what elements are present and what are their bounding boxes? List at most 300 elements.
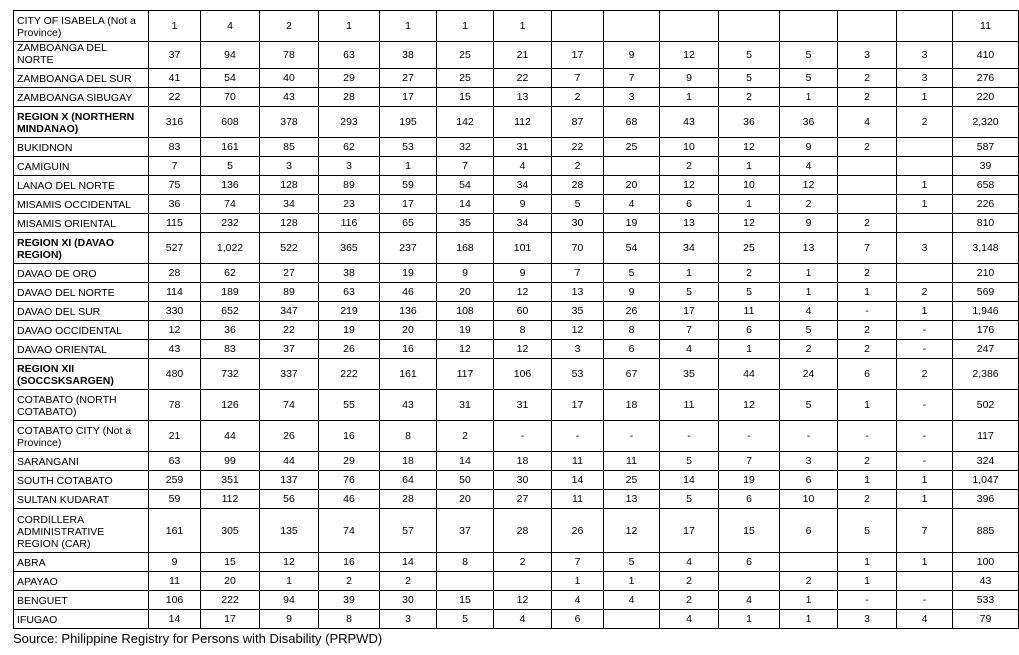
table-cell: 13 [604,490,660,509]
table-cell: 54 [437,176,494,195]
table-cell: 50 [437,471,494,490]
table-cell: 94 [201,42,260,69]
table-cell: 16 [319,421,380,452]
table-cell [897,214,953,233]
table-cell: 22 [552,138,604,157]
table-cell: 732 [201,359,260,390]
table-cell: - [897,591,953,610]
table-cell: 25 [437,69,494,88]
table-cell: 9 [494,195,552,214]
table-cell: 36 [149,195,201,214]
table-cell: 44 [719,359,780,390]
table-cell: 13 [780,233,838,264]
table-cell: 4 [780,157,838,176]
table-cell: 5 [660,452,719,471]
table-cell: 142 [437,107,494,138]
table-cell: 12 [149,321,201,340]
table-cell: 21 [149,421,201,452]
table-cell: 5 [201,157,260,176]
table-cell: 20 [380,321,437,340]
row-label: COTABATO CITY (Not a Province) [14,421,149,452]
table-cell [552,11,604,42]
table-cell: 17 [380,195,437,214]
row-label: IFUGAO [14,610,149,629]
total-cell: 11 [953,11,1019,42]
table-cell: 1 [897,176,953,195]
table-cell [719,572,780,591]
table-row [14,452,1019,471]
table-cell: - [897,421,953,452]
table-row [14,88,1019,107]
table-cell: 55 [319,390,380,421]
table-cell: 38 [380,42,437,69]
table-row [14,138,1019,157]
table-cell: 12 [660,176,719,195]
table-cell: 4 [604,591,660,610]
total-cell: 39 [953,157,1019,176]
table-cell: 43 [149,340,201,359]
total-cell: 210 [953,264,1019,283]
table-cell: 28 [149,264,201,283]
table-cell: - [897,390,953,421]
table-row [14,302,1019,321]
table-cell: 2 [319,572,380,591]
table-cell: 1,022 [201,233,260,264]
total-cell: 226 [953,195,1019,214]
table-cell: 13 [660,214,719,233]
table-cell: 3 [838,610,897,629]
table-cell [838,195,897,214]
row-label: CORDILLERA ADMINISTRATIVE REGION (CAR) [14,509,149,553]
table-cell: 13 [552,283,604,302]
table-cell: 31 [437,390,494,421]
table-cell: - [838,421,897,452]
table-cell: 3 [897,42,953,69]
table-cell: 46 [380,283,437,302]
table-cell: 1 [897,302,953,321]
table-cell: 7 [437,157,494,176]
total-cell: 2,386 [953,359,1019,390]
table-cell: 35 [660,359,719,390]
table-cell: - [897,321,953,340]
table-cell: 189 [201,283,260,302]
table-row [14,553,1019,572]
table-cell: 14 [437,452,494,471]
table-cell: 11 [552,490,604,509]
table-cell: 6 [780,509,838,553]
table-cell [897,157,953,176]
table-cell: 14 [552,471,604,490]
table-cell: 83 [201,340,260,359]
table-cell: 115 [149,214,201,233]
table-cell: 5 [780,390,838,421]
total-cell: 3,148 [953,233,1019,264]
table-cell: 6 [604,340,660,359]
table-cell: 1 [719,195,780,214]
table-cell: 1 [897,553,953,572]
table-cell: - [838,302,897,321]
table-cell [494,572,552,591]
total-cell: 396 [953,490,1019,509]
table-cell: - [838,591,897,610]
row-label: BUKIDNON [14,138,149,157]
table-cell: 2 [660,572,719,591]
table-cell: 9 [604,42,660,69]
table-cell: 12 [437,340,494,359]
table-cell: 161 [149,509,201,553]
table-cell: 35 [552,302,604,321]
total-cell: 658 [953,176,1019,195]
table-cell: 4 [660,610,719,629]
table-cell: 305 [201,509,260,553]
table-cell: 14 [380,553,437,572]
table-cell: 2 [838,452,897,471]
table-cell: 70 [552,233,604,264]
table-cell: 2 [780,340,838,359]
table-cell: 5 [780,69,838,88]
table-cell: 63 [319,283,380,302]
table-cell: 2 [897,283,953,302]
table-cell: 2 [838,340,897,359]
table-cell: 8 [319,610,380,629]
table-cell: 12 [780,176,838,195]
table-row [14,195,1019,214]
table-cell: 3 [838,42,897,69]
table-cell: 25 [719,233,780,264]
total-cell: 533 [953,591,1019,610]
table-cell: 57 [380,509,437,553]
table-cell: 347 [260,302,319,321]
row-label: DAVAO OCCIDENTAL [14,321,149,340]
region-row [14,359,1019,390]
table-cell: 19 [319,321,380,340]
table-cell: 2 [660,157,719,176]
table-cell [660,11,719,42]
table-cell [604,11,660,42]
table-cell: 63 [319,42,380,69]
table-cell: 11 [719,302,780,321]
table-cell: 7 [552,553,604,572]
table-cell: 12 [552,321,604,340]
table-cell: 1 [149,11,201,42]
table-cell: 3 [897,233,953,264]
row-label: SULTAN KUDARAT [14,490,149,509]
table-cell: 20 [437,283,494,302]
table-cell: 74 [260,390,319,421]
table-cell [838,176,897,195]
table-cell: 89 [260,283,319,302]
total-cell: 410 [953,42,1019,69]
table-cell: 38 [319,264,380,283]
table-cell: 3 [260,157,319,176]
table-cell: 6 [719,490,780,509]
row-label: ZAMBOANGA DEL SUR [14,69,149,88]
table-cell: 20 [201,572,260,591]
table-cell: 59 [149,490,201,509]
table-cell: 10 [660,138,719,157]
table-cell: 44 [260,452,319,471]
table-cell: 116 [319,214,380,233]
table-cell: 5 [838,509,897,553]
table-cell: 1 [838,572,897,591]
table-cell: 1 [494,11,552,42]
table-cell: 6 [719,553,780,572]
table-cell: 9 [437,264,494,283]
table-cell: 12 [604,509,660,553]
table-cell: 1 [719,610,780,629]
table-cell: 31 [494,138,552,157]
table-cell: 62 [201,264,260,283]
table-cell: 11 [660,390,719,421]
table-cell [780,11,838,42]
region-row [14,233,1019,264]
table-cell: 4 [552,591,604,610]
table-cell: 4 [897,610,953,629]
table-cell: 5 [437,610,494,629]
table-cell: 19 [437,321,494,340]
row-label: APAYAO [14,572,149,591]
table-cell: 3 [780,452,838,471]
table-cell: 1 [838,471,897,490]
table-cell: 128 [260,176,319,195]
table-cell: 7 [604,69,660,88]
table-cell: 36 [201,321,260,340]
table-row [14,340,1019,359]
table-cell: 63 [149,452,201,471]
table-cell: 43 [660,107,719,138]
total-cell: 569 [953,283,1019,302]
table-cell: 10 [719,176,780,195]
table-cell: 7 [897,509,953,553]
table-cell: 2 [719,264,780,283]
table-cell: 17 [660,509,719,553]
table-cell: 54 [604,233,660,264]
table-cell: 3 [319,157,380,176]
table-cell: 13 [494,88,552,107]
table-cell: 18 [604,390,660,421]
table-row [14,321,1019,340]
table-cell: 14 [437,195,494,214]
table-cell: 2 [552,157,604,176]
table-cell: 135 [260,509,319,553]
table-cell: 29 [319,452,380,471]
total-cell: 43 [953,572,1019,591]
table-cell: 2 [494,553,552,572]
table-cell: 28 [552,176,604,195]
table-row [14,264,1019,283]
table-cell: 25 [437,42,494,69]
table-cell: 4 [201,11,260,42]
table-cell: 5 [604,553,660,572]
table-cell: 1 [780,88,838,107]
table-cell [719,11,780,42]
table-cell: 117 [437,359,494,390]
table-cell: 9 [780,138,838,157]
table-cell: 12 [660,42,719,69]
table-cell: 2 [897,107,953,138]
table-cell [437,572,494,591]
table-cell: 2 [838,69,897,88]
table-cell: 11 [552,452,604,471]
table-cell: 1 [380,157,437,176]
table-cell: 2 [780,195,838,214]
table-cell: 16 [319,553,380,572]
table-cell: 36 [719,107,780,138]
total-cell: 247 [953,340,1019,359]
table-cell [897,264,953,283]
table-cell: 36 [780,107,838,138]
table-cell: 2 [838,88,897,107]
table-cell [604,610,660,629]
table-cell: 195 [380,107,437,138]
table-cell: 8 [380,421,437,452]
table-cell: 1 [719,340,780,359]
row-label: REGION XI (DAVAO REGION) [14,233,149,264]
table-cell: 114 [149,283,201,302]
table-cell: 20 [604,176,660,195]
table-cell: 1 [604,572,660,591]
table-cell: 59 [380,176,437,195]
region-row [14,107,1019,138]
table-cell: 70 [201,88,260,107]
table-cell: 74 [201,195,260,214]
table-cell: 27 [380,69,437,88]
table-cell: 8 [604,321,660,340]
table-cell: 14 [149,610,201,629]
table-cell: 137 [260,471,319,490]
table-cell: 2 [660,591,719,610]
table-cell: 7 [838,233,897,264]
table-cell: 9 [660,69,719,88]
table-cell: 46 [319,490,380,509]
table-cell: 6 [780,471,838,490]
table-cell: 8 [494,321,552,340]
table-cell: 608 [201,107,260,138]
table-cell: 101 [494,233,552,264]
total-cell: 276 [953,69,1019,88]
table-cell: 4 [660,553,719,572]
table-cell: 7 [552,264,604,283]
table-cell: 4 [494,610,552,629]
table-cell: 26 [552,509,604,553]
table-cell: 126 [201,390,260,421]
table-cell: 259 [149,471,201,490]
table-cell: 17 [201,610,260,629]
table-cell: 2 [838,214,897,233]
table-cell: - [660,421,719,452]
table-cell: 4 [494,157,552,176]
table-cell: 22 [494,69,552,88]
table-cell: 3 [604,88,660,107]
table-cell: 330 [149,302,201,321]
table-cell: 12 [719,138,780,157]
source-note: Source: Philippine Registry for Persons with Disability (PRPWD) [13,631,383,646]
table-cell: 54 [201,69,260,88]
table-row [14,421,1019,452]
table-cell: 29 [319,69,380,88]
table-cell: 20 [437,490,494,509]
table-cell: 22 [260,321,319,340]
table-cell: 28 [494,509,552,553]
table-cell: 1 [552,572,604,591]
table-cell: 12 [719,390,780,421]
table-cell: 34 [494,214,552,233]
table-cell: 41 [149,69,201,88]
table-cell: 2 [838,264,897,283]
table-row [14,591,1019,610]
table-cell: 351 [201,471,260,490]
table-cell: 26 [260,421,319,452]
table-cell: 4 [719,591,780,610]
table-cell: 68 [604,107,660,138]
table-cell: 108 [437,302,494,321]
table-cell: 222 [201,591,260,610]
table-cell: 75 [149,176,201,195]
table-cell: 5 [604,264,660,283]
table-cell [897,572,953,591]
table-row [14,610,1019,629]
table-cell: 2 [552,88,604,107]
row-label: BENGUET [14,591,149,610]
table-cell: 7 [149,157,201,176]
row-label: CITY OF ISABELA (Not a Province) [14,11,149,42]
table-cell: 94 [260,591,319,610]
table-cell: 2 [437,421,494,452]
table-cell: 219 [319,302,380,321]
table-cell: 522 [260,233,319,264]
table-cell: 2 [838,490,897,509]
table-row [14,11,1019,42]
row-label: CAMIGUIN [14,157,149,176]
table-cell: 1 [660,264,719,283]
table-cell: 1 [780,283,838,302]
table-cell: - [494,421,552,452]
table-cell: 4 [780,302,838,321]
table-cell: 37 [260,340,319,359]
table-cell: 25 [604,471,660,490]
table-cell: 9 [260,610,319,629]
table-cell: 15 [437,88,494,107]
table-cell: 15 [719,509,780,553]
table-cell: 89 [319,176,380,195]
table-cell: 31 [494,390,552,421]
table-cell: 56 [260,490,319,509]
table-cell [897,138,953,157]
total-cell: 79 [953,610,1019,629]
table-cell: 3 [552,340,604,359]
table-cell: - [719,421,780,452]
table-cell: 19 [380,264,437,283]
table-cell [604,157,660,176]
table-cell: 23 [319,195,380,214]
table-row [14,490,1019,509]
table-cell: 28 [319,88,380,107]
table-cell: 12 [260,553,319,572]
table-cell: 32 [437,138,494,157]
table-cell: 27 [260,264,319,283]
row-label: DAVAO ORIENTAL [14,340,149,359]
table-cell: 232 [201,214,260,233]
table-cell [780,553,838,572]
table-cell: 34 [494,176,552,195]
table-cell: 1 [897,471,953,490]
table-cell: 17 [660,302,719,321]
table-cell: 53 [380,138,437,157]
table-cell: 293 [319,107,380,138]
table-cell: 2 [380,572,437,591]
row-label: DAVAO DEL NORTE [14,283,149,302]
table-cell: 480 [149,359,201,390]
